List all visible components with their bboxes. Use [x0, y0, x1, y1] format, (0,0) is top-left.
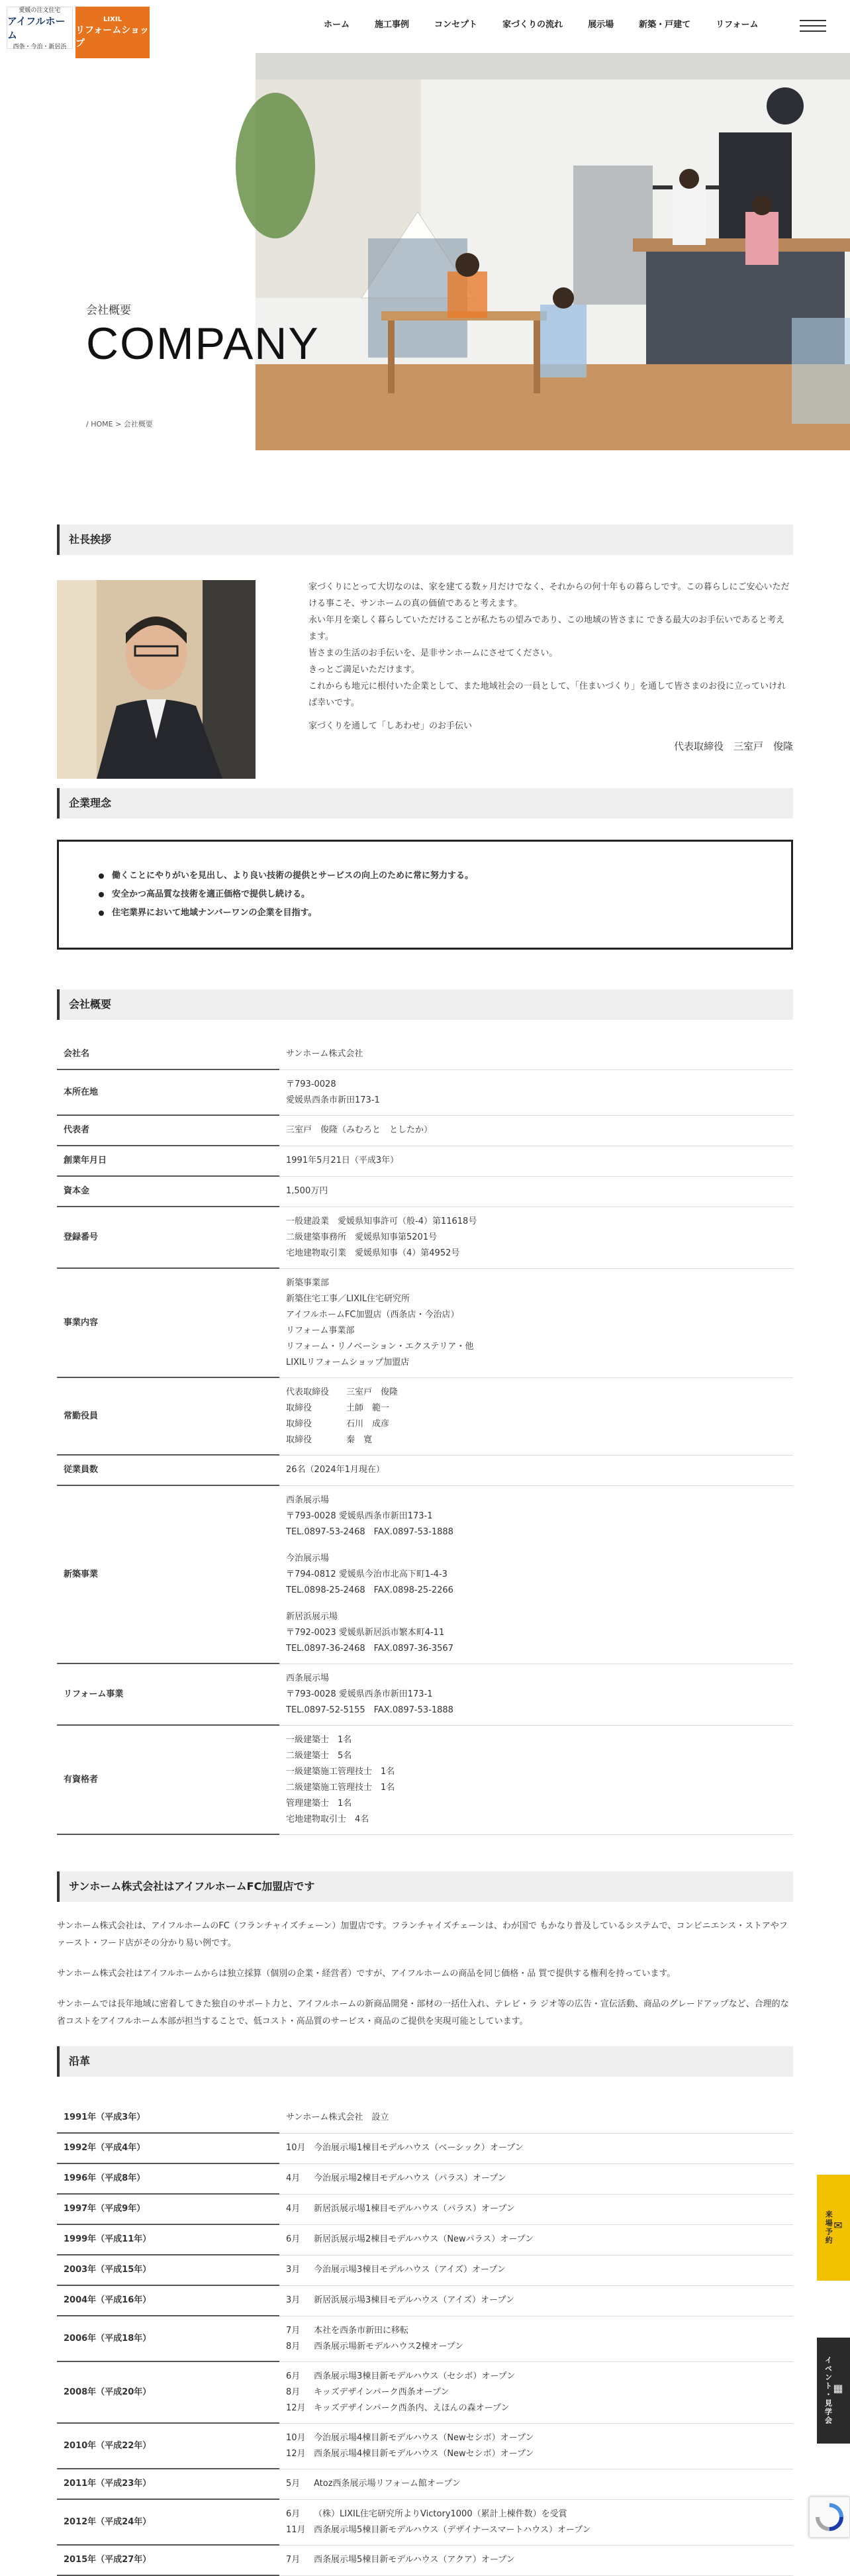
history-row: [57, 2133, 793, 2163]
history-event-month: 6月: [286, 2371, 301, 2381]
history-event: [286, 2506, 793, 2522]
history-event-text: 西条展示場3棟目新モデルハウス（セシボ）オープン: [314, 2371, 516, 2381]
overview-row: [57, 1485, 793, 1663]
history-event-month: 8月: [286, 2341, 301, 2352]
fc-heading: サンホーム株式会社はアイフルホームFC加盟店です: [57, 1871, 793, 1902]
overview-label: 会社名: [57, 1040, 279, 1069]
history-event: [286, 2201, 793, 2217]
fc-paragraph: サンホームでは長年地域に密着してきた独自のサポート力と、アイフルホームの新商品開発・部材の一括仕入れ、テレビ・ラ ジオ等の広告・宣伝活動、商品のグレードアップなど、合理的な省コストをアイフルホーム本部が担当することで、低コスト・高品質のサービス・商品のご提供を実現可能としています。: [57, 1999, 789, 2026]
fc-paragraph: サンホーム株式会社はアイフルホームからは独立採算（個別の企業・経営者）ですが、アイフルホームの商品を同じ価格・品 質で提供する権利を持っています。: [57, 1969, 676, 1979]
ceo-signature: 代表取締役 三室戸 俊隆: [673, 740, 793, 752]
history-event-month: 11月: [286, 2524, 306, 2535]
history-event: [286, 2339, 793, 2355]
overview-row: [57, 1725, 793, 1834]
overview-heading: 会社概要: [57, 989, 793, 1020]
overview-label: 資本金: [57, 1176, 279, 1207]
history-event-text: キッズデザインパーク西条内、えほんの森オープン: [314, 2403, 510, 2413]
philosophy-item: 住宅業界において地域ナンバーワンの企業を目指す。: [99, 904, 751, 922]
history-event: [286, 2323, 793, 2339]
greeting-closing: 家づくりを通して「しあわせ」のお手伝い: [308, 721, 473, 731]
overview-value: [279, 1146, 793, 1176]
history-events: [279, 2224, 793, 2255]
nav-newbuild[interactable]: 新築・戸建て: [639, 20, 691, 30]
history-row: [57, 2545, 793, 2575]
history-event: [286, 2110, 793, 2126]
overview-value: [279, 1725, 793, 1834]
overview-label: 常勤役員: [57, 1377, 279, 1455]
history-row: [57, 2285, 793, 2316]
lixil-reform-logo[interactable]: [75, 7, 150, 58]
overview-value-block: 新築事業部 新築住宅工事／LIXIL住宅研究所 アイフルホームFC加盟店（西条店・今治店） リフォーム事業部 リフォーム・リノベーション・エクステリア・他 LIXILリフォームショップ加盟店: [286, 1277, 474, 1367]
overview-row: [57, 1455, 793, 1485]
overview-value-block: 代表取締役 三室戸 俊隆 取締役 土師 範一 取締役 石川 成彦 取締役 秦 寛: [286, 1387, 399, 1445]
menu-icon[interactable]: [800, 20, 826, 32]
history-event-month: 8月: [286, 2387, 301, 2397]
philosophy-item: 働くことにやりがいを見出し、より良い技術の提供とサービスの向上のために常に努力する。: [99, 867, 751, 885]
history-event-text: 今治展示場1棟目モデルハウス（ベーシック）オープン: [314, 2143, 524, 2153]
history-events: [279, 2285, 793, 2316]
overview-label: 登録番号: [57, 1207, 279, 1268]
aifulhome-logo-sub: 愛媛の注文住宅: [19, 7, 61, 14]
overview-value-block: 〒793-0028 愛媛県西条市新田173-1: [286, 1079, 380, 1105]
overview-label: 創業年月日: [57, 1146, 279, 1176]
history-row: [57, 2194, 793, 2224]
overview-label: 新築事業: [57, 1485, 279, 1663]
mail-icon: ✉: [833, 2218, 844, 2232]
history-row: [57, 2103, 793, 2133]
greeting-heading: 社長挨拶: [57, 524, 793, 555]
history-year: 1997年（平成9年）: [57, 2194, 279, 2224]
overview-value-block: 一級建築士 1名 二級建築士 5名 一級建築施工管理技士 1名 二級建築施工管理技士 1名 管理建築士 1名 宅地建物取引士 4名: [286, 1734, 395, 1824]
fc-text: [57, 1918, 793, 2044]
history-event: [286, 2522, 793, 2538]
recaptcha-icon: [810, 2497, 849, 2537]
history-event-text: 西条展示場5棟目新モデルハウス（デザイナースマートハウス）オープン: [314, 2524, 591, 2535]
history-events: [279, 2423, 793, 2469]
aifulhome-logo-name: アイフルホーム: [7, 15, 66, 41]
history-row: [57, 2316, 793, 2361]
overview-value-block: 今治展示場 〒794-0812 愛媛県今治市北高下町1-4-3 TEL.0898-25-2468 FAX.0898-25-2266: [286, 1553, 453, 1595]
history-row: [57, 2163, 793, 2194]
history-event-text: 今治展示場2棟目モデルハウス（パラス）オープン: [314, 2173, 506, 2183]
history-event-month: 5月: [286, 2479, 301, 2489]
overview-value: [279, 1040, 793, 1069]
overview-value: [279, 1176, 793, 1207]
greeting-paragraph: 永い年月を楽しく暮らしていただけることが私たちの望みであり、この地域の皆さまに できる最大のお手伝いであると考えます。: [308, 615, 785, 642]
nav-home[interactable]: ホーム: [324, 20, 350, 30]
aifulhome-logo-area: 西条・今治・新居浜: [13, 44, 67, 50]
history-event-month: 4月: [286, 2173, 301, 2183]
overview-label: 代表者: [57, 1115, 279, 1146]
overview-row: [57, 1146, 793, 1176]
overview-value-block: 26名（2024年1月現在）: [286, 1465, 385, 1475]
history-event-month: 3月: [286, 2295, 301, 2305]
history-row: [57, 2255, 793, 2285]
history-event-text: Atoz西条展示場リフォーム館オープン: [314, 2479, 461, 2489]
lixil-logo-name: リフォームショップ: [75, 25, 150, 49]
history-event: [286, 2140, 793, 2156]
philosophy-box: [57, 840, 793, 950]
philosophy-item: 安全かつ高品質な技術を適正価格で提供し続ける。: [99, 885, 751, 904]
history-event-text: キッズデザインパーク西条オープン: [314, 2387, 449, 2397]
history-row: [57, 2361, 793, 2423]
overview-value-block: 西条展示場 〒793-0028 愛媛県西条市新田173-1 TEL.0897-53-2468 FAX.0897-53-1888: [286, 1495, 453, 1537]
history-event-text: サンホーム株式会社 設立: [286, 2112, 389, 2123]
history-event-month: 10月: [286, 2432, 306, 2443]
site-header: [0, 0, 850, 53]
history-event-month: 3月: [286, 2265, 301, 2275]
history-row: [57, 2499, 793, 2545]
overview-value: [279, 1207, 793, 1268]
fc-paragraph: サンホーム株式会社は、アイフルホームのFC（フランチャイズチェーン）加盟店です。フランチャイズチェーンは、わが国で もかなり普及しているシステムで、コンビニエンス・ストアやファースト・フード店がその分かり易い例です。: [57, 1921, 788, 1948]
history-year: 2006年（平成18年）: [57, 2316, 279, 2361]
overview-row: [57, 1115, 793, 1146]
history-event-month: 12月: [286, 2448, 306, 2459]
overview-row: [57, 1377, 793, 1455]
history-event: [286, 2262, 793, 2278]
history-year: 1999年（平成11年）: [57, 2224, 279, 2255]
history-row: [57, 2469, 793, 2499]
overview-value-block: 1,500万円: [286, 1186, 328, 1196]
visit-reservation-label: 来場予約: [824, 2210, 833, 2245]
overview-label: 有資格者: [57, 1725, 279, 1834]
global-nav: [311, 17, 771, 30]
history-event: [286, 2385, 793, 2401]
overview-value: [279, 1069, 793, 1115]
overview-value-block: 1991年5月21日（平成3年）: [286, 1156, 399, 1165]
history-events: [279, 2499, 793, 2545]
greeting-text: [308, 579, 793, 734]
logo-group: [7, 7, 150, 58]
overview-row: [57, 1268, 793, 1377]
hero-subtitle: 会社概要: [86, 304, 131, 317]
overview-row: [57, 1663, 793, 1725]
nav-showroom[interactable]: 展示場: [588, 20, 614, 30]
history-year: 2003年（平成15年）: [57, 2255, 279, 2285]
history-row: [57, 2423, 793, 2469]
history-events: [279, 2316, 793, 2361]
breadcrumb[interactable]: / HOME > 会社概要: [86, 420, 153, 428]
history-event: [286, 2430, 793, 2446]
history-year: 1991年（平成3年）: [57, 2103, 279, 2133]
history-event-text: 西条展示場5棟目新モデルハウス（アクア）オープン: [314, 2555, 515, 2565]
overview-label: 事業内容: [57, 1268, 279, 1377]
history-event-month: 4月: [286, 2204, 301, 2214]
history-event-month: 6月: [286, 2508, 301, 2519]
event-label: イベント・見学会: [824, 2356, 833, 2425]
history-year: 2010年（平成22年）: [57, 2423, 279, 2469]
history-year: 1992年（平成4年）: [57, 2133, 279, 2163]
overview-value-block: 西条展示場 〒793-0028 愛媛県西条市新田173-1 TEL.0897-52-5155 FAX.0897-53-1888: [286, 1673, 453, 1715]
greeting-paragraph: きっとご満足いただけます。: [308, 665, 420, 675]
history-events: [279, 2103, 793, 2133]
history-year: 2008年（平成20年）: [57, 2361, 279, 2423]
nav-reform[interactable]: リフォーム: [716, 20, 759, 30]
history-event: [286, 2171, 793, 2187]
history-event-month: 7月: [286, 2555, 301, 2565]
lixil-logo-top: LIXIL: [103, 15, 122, 23]
overview-row: [57, 1176, 793, 1207]
overview-value: [279, 1377, 793, 1455]
overview-value-block: 三室戸 俊隆（みむろと としたか）: [286, 1125, 433, 1135]
history-row: [57, 2224, 793, 2255]
history-event: [286, 2476, 793, 2492]
overview-label: 従業員数: [57, 1455, 279, 1485]
history-event-text: 西条展示場4棟目新モデルハウス（Newセシボ）オープン: [314, 2448, 534, 2459]
overview-label: リフォーム事業: [57, 1663, 279, 1725]
visit-reservation-button[interactable]: [817, 2175, 850, 2281]
history-event: [286, 2293, 793, 2308]
history-event-text: 新居浜展示場3棟目モデルハウス（アイズ）オープン: [314, 2295, 514, 2305]
company-overview-table: [57, 1040, 793, 1835]
history-events: [279, 2469, 793, 2499]
history-events: [279, 2163, 793, 2194]
overview-value: [279, 1455, 793, 1485]
history-event-text: （株）LIXIL住宅研究所よりVictory1000（累計上棟件数）を受賞: [314, 2508, 567, 2519]
hero-image: [256, 53, 850, 450]
history-event: [286, 2232, 793, 2248]
overview-row: [57, 1069, 793, 1115]
history-event-text: 新居浜展示場2棟目モデルハウス（Newパラス）オープン: [314, 2234, 534, 2244]
overview-value: [279, 1115, 793, 1146]
greeting-paragraph: これからも地元に根付いた企業として、また地域社会の一員として、「住まいづくり」を通して皆さまのお役に立っていければ幸いです。: [308, 681, 786, 708]
nav-flow[interactable]: 家づくりの流れ: [502, 20, 563, 30]
philosophy-heading: 企業理念: [57, 788, 793, 818]
history-event: [286, 2369, 793, 2385]
overview-row: [57, 1207, 793, 1268]
page-title: COMPANY: [86, 319, 320, 369]
history-event-text: 今治展示場3棟目モデルハウス（アイズ）オープン: [314, 2265, 506, 2275]
history-year: 2015年（平成27年）: [57, 2545, 279, 2575]
overview-value: [279, 1268, 793, 1377]
calendar-icon: ▦: [833, 2381, 845, 2395]
nav-concept[interactable]: コンセプト: [434, 20, 478, 30]
overview-value-block: 一般建設業 愛媛県知事許可（般-4）第11618号 二級建築事務所 愛媛県知事第5201号 宅地建物取引業 愛媛県知事（4）第4952号: [286, 1216, 477, 1258]
overview-label: 本所在地: [57, 1069, 279, 1115]
history-event: [286, 2552, 793, 2568]
overview-value-block: サンホーム株式会社: [286, 1049, 363, 1060]
history-heading: 沿革: [57, 2046, 793, 2077]
history-event-month: 12月: [286, 2403, 306, 2413]
history-events: [279, 2545, 793, 2575]
history-events: [279, 2361, 793, 2423]
history-year: 1996年（平成8年）: [57, 2163, 279, 2194]
overview-value: [279, 1663, 793, 1725]
overview-row: [57, 1040, 793, 1069]
history-table: [57, 2103, 793, 2576]
history-event-month: 10月: [286, 2143, 306, 2153]
history-event-month: 6月: [286, 2234, 301, 2244]
history-event-text: 西条展示場新モデルハウス2棟オープン: [314, 2341, 464, 2352]
history-event-text: 新居浜展示場1棟目モデルハウス（パラス）オープン: [314, 2204, 515, 2214]
recaptcha-badge[interactable]: [809, 2497, 850, 2538]
history-event: [286, 2401, 793, 2416]
overview-value: [279, 1485, 793, 1663]
event-button[interactable]: [817, 2338, 850, 2444]
history-events: [279, 2255, 793, 2285]
overview-value-block: 新居浜展示場 〒792-0023 愛媛県新居浜市繁本町4-11 TEL.0897-36-2468 FAX.0897-36-3567: [286, 1611, 453, 1654]
ceo-portrait-illustration: [57, 580, 256, 779]
history-event: [286, 2446, 793, 2462]
history-event-text: 今治展示場4棟目新モデルハウス（Newセシボ）オープン: [314, 2432, 534, 2443]
history-events: [279, 2194, 793, 2224]
history-year: 2011年（平成23年）: [57, 2469, 279, 2499]
history-event-month: 7月: [286, 2325, 301, 2336]
history-year: 2004年（平成16年）: [57, 2285, 279, 2316]
history-year: 2012年（平成24年）: [57, 2499, 279, 2545]
history-event-text: 本社を西条市新田に移転: [314, 2325, 409, 2336]
nav-works[interactable]: 施工事例: [375, 20, 410, 30]
ceo-photo: [57, 580, 256, 779]
greeting-paragraph: 家づくりにとって大切なのは、家を建てる数ヶ月だけでなく、それからの何十年もの暮らしです。この暮らしにご安心いただける事こそ、サンホームの真の価値であると考えます。: [308, 582, 790, 609]
greeting-paragraph: 皆さまの生活のお手伝いを、是非サンホームにさせてください。: [308, 648, 558, 658]
hero-room-illustration: [256, 53, 850, 450]
history-events: [279, 2133, 793, 2163]
aifulhome-logo[interactable]: [7, 7, 73, 49]
